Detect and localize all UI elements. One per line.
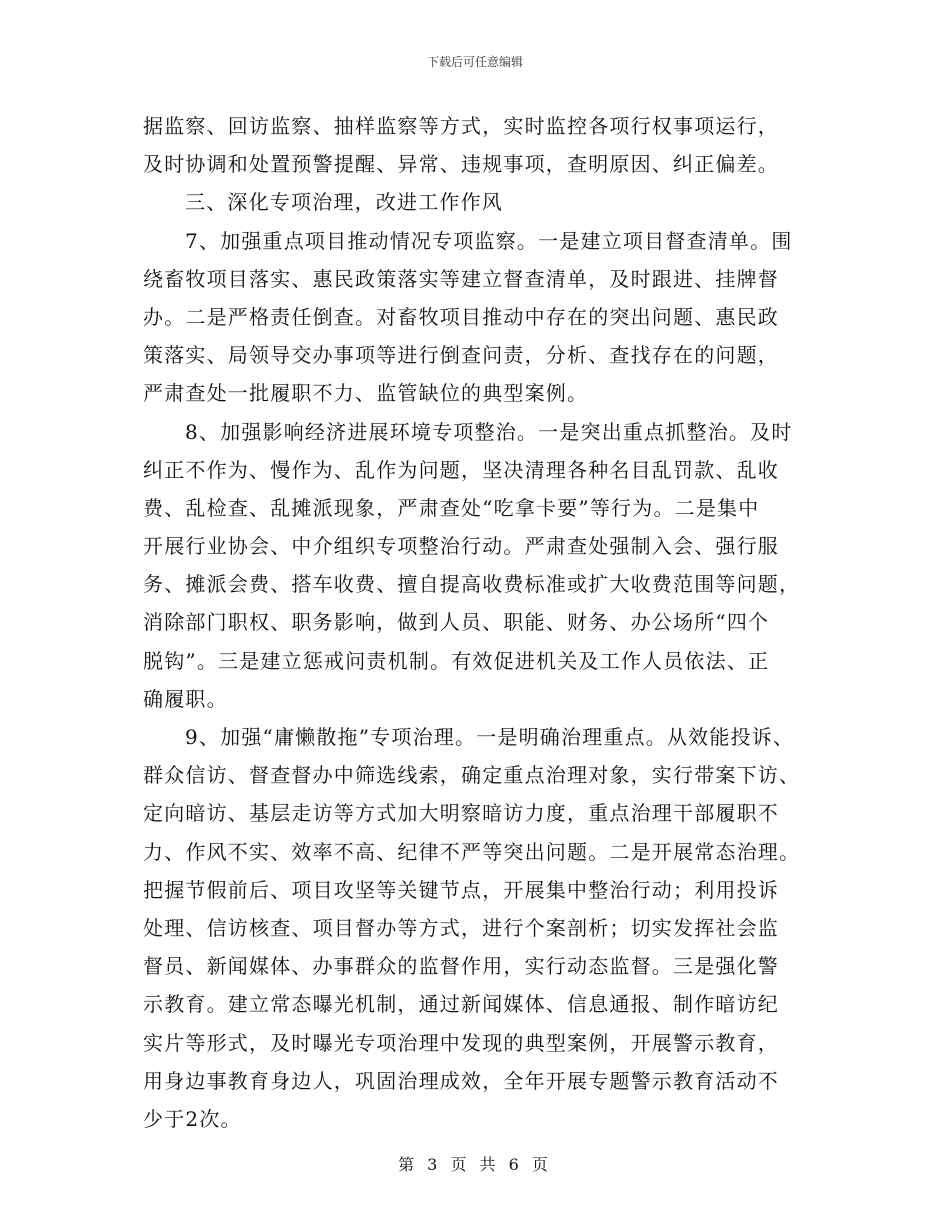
body-line: 群众信访、督查督办中筛选线索，确定重点治理对象，实行带案下访、 — [143, 763, 801, 788]
body-line: 消除部门职权、职务影响，做到人员、职能、财务、办公场所“四个 — [143, 610, 770, 635]
body-line: 示教育。建立常态曝光机制，通过新闻媒体、信息通报、制作暗访纪 — [143, 992, 779, 1017]
section-heading: 三、深化专项治理，改进工作作风 — [185, 190, 503, 215]
body-line: 处理、信访核查、项目督办等方式，进行个案剖析；切实发挥社会监 — [143, 915, 779, 940]
document-body — [143, 107, 823, 1138]
body-line: 实片等形式，及时曝光专项治理中发现的典型案例，开展警示教育， — [143, 1030, 779, 1055]
paragraph-start-item-7: 7、加强重点项目推动情况专项监察。一是建立项目督查清单。围 — [185, 228, 793, 253]
body-line: 少于2次。 — [143, 1106, 242, 1131]
body-line: 务、摊派会费、搭车收费、擅自提高收费标准或扩大收费范围等问题， — [143, 572, 801, 597]
body-line: 据监察、回访监察、抽样监察等方式，实时监控各项行权事项运行， — [143, 114, 779, 138]
body-line: 开展行业协会、中介组织专项整治行动。严肃查处强制入会、强行服 — [143, 534, 779, 559]
body-line: 用身边事教育身边人，巩固治理成效，全年开展专题警示教育活动不 — [143, 1068, 779, 1093]
page-number: 第 3 页 共 6 页 — [398, 1155, 552, 1174]
body-line: 严肃查处一批履职不力、监管缺位的典型案例。 — [143, 381, 589, 406]
body-line: 费、乱检查、乱摊派现象，严肃查处“吃拿卡要”等行为。二是集中 — [143, 495, 760, 520]
paragraph-start-item-8: 8、加强影响经济进展环境专项整治。一是突出重点抓整治。及时 — [185, 419, 793, 444]
body-line: 纠正不作为、慢作为、乱作为问题，坚决清理各种名目乱罚款、乱收 — [143, 457, 779, 482]
body-line: 策落实、局领导交办事项等进行倒查问责，分析、查找存在的问题， — [143, 343, 779, 368]
body-line: 确履职。 — [143, 686, 228, 711]
body-line: 办。二是严格责任倒查。对畜牧项目推动中存在的突出问题、惠民政 — [143, 304, 779, 329]
body-line: 督员、新闻媒体、办事群众的监督作用，实行动态监督。三是强化警 — [143, 954, 779, 979]
body-line: 力、作风不实、效率不高、纪律不严等突出问题。二是开展常态治理。 — [143, 839, 801, 864]
body-line: 脱钩”。三是建立惩戒问责机制。有效促进机关及工作人员依法、正 — [143, 648, 770, 673]
body-line: 及时协调和处置预警提醒、异常、违规事项，查明原因、纠正偏差。 — [143, 152, 779, 177]
body-line: 绕畜牧项目落实、惠民政策落实等建立督查清单，及时跟进、挂牌督 — [143, 266, 779, 291]
body-line: 定向暗访、基层走访等方式加大明察暗访力度，重点治理干部履职不 — [143, 801, 779, 826]
paragraph-start-item-9: 9、加强“庸懒散拖”专项治理。一是明确治理重点。从效能投诉、 — [185, 725, 795, 749]
body-line: 把握节假前后、项目攻坚等关键节点，开展集中整治行动；利用投诉 — [143, 877, 779, 902]
page-header-note: 下载后可任意编辑 — [426, 55, 523, 69]
